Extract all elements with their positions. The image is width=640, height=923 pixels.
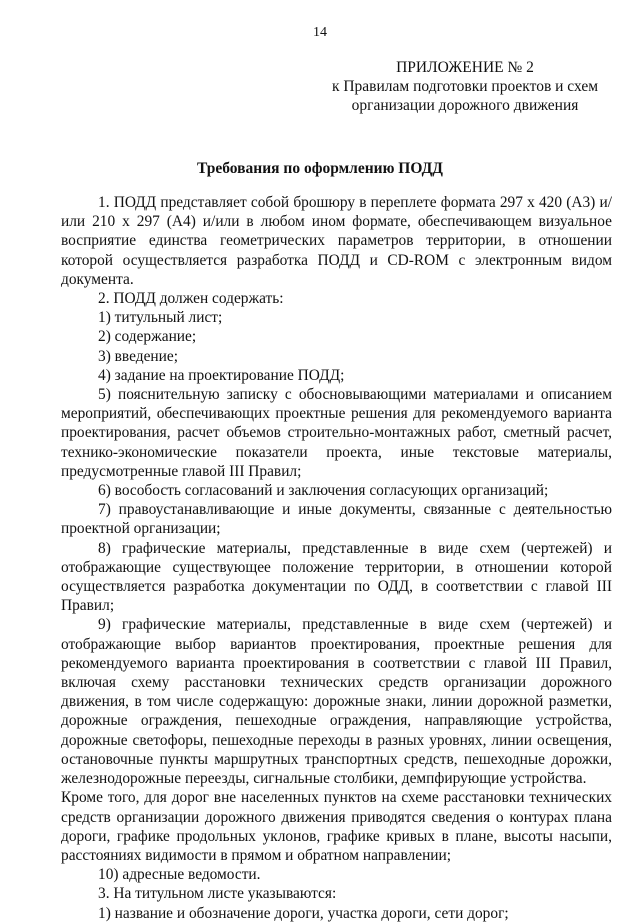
appendix-subtitle-line-1: к Правилам подготовки проектов и схем bbox=[331, 78, 599, 95]
appendix-header bbox=[300, 58, 630, 115]
document-title: Требования по оформлению ПОДД bbox=[197, 160, 443, 177]
appendix-subtitle-line-2: организации дорожного движения bbox=[351, 97, 579, 114]
list-item: 8) графические материалы, представленные в виде схем (чертежей) и отображающие существующее положение территории, в отношении которой осуществляется разработка документации по ОДД, в соответствии с главой III Правил; bbox=[61, 539, 612, 615]
list-item: 7) правоустанавливающие и иные документы, связанные с деятельностью проектной организации; bbox=[61, 501, 612, 538]
list-item: 5) пояснительную записку с обосновывающими материалами и описанием мероприятий, обеспечивающих проектные решения для рекомендуемого варианта проектирования, расчет объемов строительно-монтажных работ, сметный расчет, технико-экономические показатели проекта, иные текстовые материалы, предусмотренные главой III Правил; bbox=[61, 386, 612, 480]
page-number: 14 bbox=[313, 25, 327, 40]
document-body bbox=[61, 193, 612, 923]
list-item: 1) название и обозначение дороги, участка дороги, сети дорог; bbox=[98, 904, 509, 922]
appendix-label: ПРИЛОЖЕНИЕ № 2 bbox=[396, 59, 534, 76]
paragraph: 3. На титульном листе указываются: bbox=[98, 885, 337, 903]
paragraph: 1. ПОДД представляет собой брошюру в переплете формата 297 х 420 (А3) и/или 210 х 297 (А4) и/или в любом ином формате, обеспечивающем визуальное восприятие единства геометрических параметров территории, в отношении которой осуществляется разработка ПОДД и CD-ROM с электронным видом документа. bbox=[61, 194, 612, 288]
list-item: 6) вособость согласований и заключения согласующих организаций; bbox=[98, 482, 549, 500]
list-item: 1) титульный лист; bbox=[98, 309, 223, 327]
list-item: 9) графические материалы, представленные в виде схем (чертежей) и отображающие выбор вариантов проектирования, проектные решения для рекомендуемого варианта проектирования в соответствии с главой III Правил, включая схему расстановки технических средств организации дорожного движения, в том числе содержащую: дорожные знаки, линии дорожной разметки, дорожные ограждения, пешеходные ограждения, направляющие устройства, дорожные светофоры, пешеходные переходы в разных уровнях, линии освещения, остановочные пункты маршрутных транспортных средств, пешеходные дорожки, железнодорожные переезды, сигнальные столбики, демпфирующие устройства. bbox=[61, 616, 612, 788]
paragraph: Кроме того, для дорог вне населенных пунктов на схеме расстановки технических средств организации дорожного движения приводятся сведения о контурах плана дороги, графике продольных уклонов, графике кривых в плане, высоты насыпи, расстояниях видимости в прямом и обратном направлении; bbox=[61, 789, 612, 864]
paragraph: 2. ПОДД должен содержать: bbox=[98, 290, 284, 308]
list-item: 2) содержание; bbox=[98, 328, 197, 346]
list-item: 4) задание на проектирование ПОДД; bbox=[98, 366, 345, 384]
list-item: 10) адресные ведомости. bbox=[98, 866, 261, 884]
list-item: 3) введение; bbox=[98, 347, 178, 365]
